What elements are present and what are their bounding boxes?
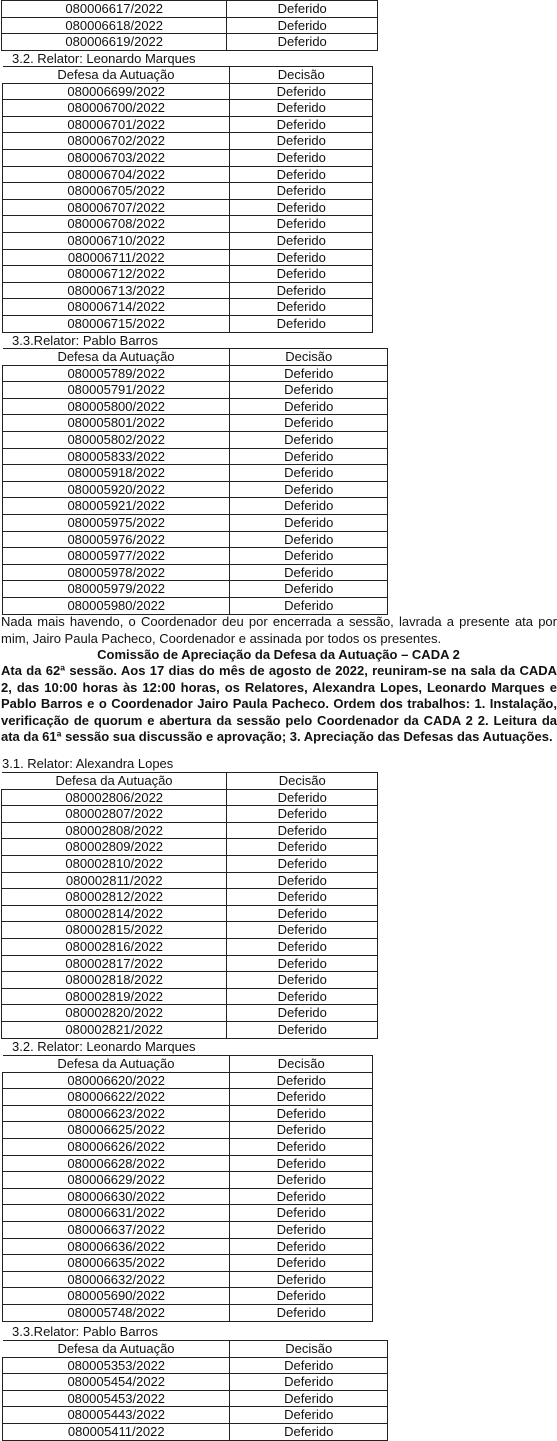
table-row bbox=[3, 266, 373, 283]
table-row bbox=[3, 1205, 373, 1222]
process-number-cell: 080006637/2022 bbox=[3, 1221, 230, 1238]
decision-cell: Deferido bbox=[227, 988, 378, 1005]
decision-cell: Deferido bbox=[230, 199, 373, 216]
process-number-cell: 080006704/2022 bbox=[3, 166, 230, 183]
header-defesa-da-autuacao: Defesa da Autuação bbox=[2, 773, 227, 790]
decision-cell: Deferido bbox=[230, 1122, 373, 1139]
table-row bbox=[3, 365, 388, 382]
closing-paragraph: Nada mais havendo, o Coordenador deu por encerrada a sessão, lavrada a presente ata por mim, Jairo Paula Pacheco, Coordenador e assinada por todos os presentes. bbox=[1, 614, 557, 646]
decision-cell: Deferido bbox=[230, 1238, 373, 1255]
table-row bbox=[3, 166, 373, 183]
process-number-cell: 080005921/2022 bbox=[3, 498, 230, 515]
table-row bbox=[3, 133, 373, 150]
table-row bbox=[2, 905, 378, 922]
table-row bbox=[2, 789, 378, 806]
process-number-cell: 080002806/2022 bbox=[2, 789, 227, 806]
table-row bbox=[3, 1155, 373, 1172]
decision-table-leonardo-marques-a bbox=[2, 66, 373, 333]
table-row bbox=[2, 872, 378, 889]
process-number-cell: 080006631/2022 bbox=[3, 1205, 230, 1222]
table-row bbox=[3, 1072, 373, 1089]
table-row bbox=[2, 34, 378, 51]
table-row bbox=[3, 1288, 373, 1305]
process-number-cell: 080002814/2022 bbox=[2, 905, 227, 922]
table-row bbox=[2, 806, 378, 823]
table-header-row bbox=[3, 1341, 388, 1358]
relator-heading-alexandra-lopes: 3.1. Relator: Alexandra Lopes bbox=[2, 756, 174, 771]
decision-table-leonardo-marques-b bbox=[2, 1055, 373, 1322]
table-row bbox=[3, 299, 373, 316]
process-number-cell: 080005353/2022 bbox=[3, 1357, 230, 1374]
process-number-cell: 080006713/2022 bbox=[3, 282, 230, 299]
decision-cell: Deferido bbox=[230, 415, 388, 432]
table-row bbox=[2, 889, 378, 906]
cada2-intro-paragraph: Ata da 62ª sessão. Aos 17 dias do mês de agosto de 2022, reuniram-se na sala da CADA 2, das 10:00 horas às 12:00 horas, os Relatores, Alexandra Lopes, Leonardo Marques e Pablo Barros e o Coordenador Jairo Paula Pacheco. Ordem dos trabalhos: 1. Instalação, verificação de quorum e abertura da sessão pelo Coordenador da CADA 2 2. Leitura da ata da 61ª sessão sua discussão e aprovação; 3. Apreciação das Defesas das Autuações. bbox=[1, 663, 557, 744]
decision-cell: Deferido bbox=[227, 1005, 378, 1022]
process-number-cell: 080006625/2022 bbox=[3, 1122, 230, 1139]
decision-cell: Deferido bbox=[227, 789, 378, 806]
process-number-cell: 080006712/2022 bbox=[3, 266, 230, 283]
process-number-cell: 080006618/2022 bbox=[2, 17, 227, 34]
process-number-cell: 080002808/2022 bbox=[2, 822, 227, 839]
decision-cell: Deferido bbox=[230, 448, 388, 465]
table-row bbox=[3, 1105, 373, 1122]
process-number-cell: 080005789/2022 bbox=[3, 365, 230, 382]
table-row bbox=[3, 1138, 373, 1155]
relator-heading-pablo-barros-b: 3.3.Relator: Pablo Barros bbox=[12, 1324, 158, 1339]
decision-cell: Deferido bbox=[230, 597, 388, 614]
process-number-cell: 080005791/2022 bbox=[3, 382, 230, 399]
decision-cell: Deferido bbox=[227, 872, 378, 889]
table-row bbox=[2, 1005, 378, 1022]
decision-cell: Deferido bbox=[230, 1072, 373, 1089]
decision-cell: Deferido bbox=[230, 1221, 373, 1238]
decision-cell: Deferido bbox=[230, 100, 373, 117]
decision-cell: Deferido bbox=[227, 806, 378, 823]
table-row bbox=[3, 249, 373, 266]
table-row bbox=[2, 17, 378, 34]
process-number-cell: 080006628/2022 bbox=[3, 1155, 230, 1172]
process-number-cell: 080006700/2022 bbox=[3, 100, 230, 117]
process-number-cell: 080006711/2022 bbox=[3, 249, 230, 266]
process-number-cell: 080006622/2022 bbox=[3, 1089, 230, 1106]
table-row bbox=[3, 149, 373, 166]
relator-heading-leonardo-marques: 3.2. Relator: Leonardo Marques bbox=[12, 51, 196, 66]
process-number-cell: 080002812/2022 bbox=[2, 889, 227, 906]
table-row bbox=[2, 955, 378, 972]
table-row bbox=[3, 1221, 373, 1238]
decision-cell: Deferido bbox=[230, 548, 388, 565]
process-number-cell: 080006703/2022 bbox=[3, 149, 230, 166]
table-row bbox=[3, 199, 373, 216]
table-row bbox=[2, 922, 378, 939]
table-row bbox=[2, 839, 378, 856]
table-row bbox=[3, 548, 388, 565]
decision-cell: Deferido bbox=[230, 481, 388, 498]
process-number-cell: 080006636/2022 bbox=[3, 1238, 230, 1255]
table-row bbox=[3, 100, 373, 117]
process-number-cell: 080006699/2022 bbox=[3, 83, 230, 100]
process-number-cell: 080005690/2022 bbox=[3, 1288, 230, 1305]
table-row bbox=[3, 1271, 373, 1288]
table-row bbox=[2, 1, 378, 18]
table-row bbox=[3, 1255, 373, 1272]
decision-cell: Deferido bbox=[230, 1105, 373, 1122]
process-number-cell: 080006619/2022 bbox=[2, 34, 227, 51]
decision-cell: Deferido bbox=[230, 531, 388, 548]
process-number-cell: 080005411/2022 bbox=[3, 1423, 230, 1440]
table-row bbox=[3, 1089, 373, 1106]
decision-cell: Deferido bbox=[230, 1304, 373, 1321]
decision-cell: Deferido bbox=[230, 1172, 373, 1189]
process-number-cell: 080005979/2022 bbox=[3, 581, 230, 598]
decision-cell: Deferido bbox=[230, 382, 388, 399]
table-row bbox=[3, 315, 373, 332]
table-row bbox=[3, 531, 388, 548]
process-number-cell: 080006632/2022 bbox=[3, 1271, 230, 1288]
process-number-cell: 080005800/2022 bbox=[3, 398, 230, 415]
decision-cell: Deferido bbox=[227, 922, 378, 939]
process-number-cell: 080006707/2022 bbox=[3, 199, 230, 216]
table-row bbox=[3, 398, 388, 415]
header-decisao: Decisão bbox=[227, 773, 378, 790]
table-row bbox=[3, 465, 388, 482]
decision-table-alexandra-lopes bbox=[1, 772, 378, 1039]
table-header-row bbox=[2, 773, 378, 790]
decision-cell: Deferido bbox=[230, 1288, 373, 1305]
table-row bbox=[2, 988, 378, 1005]
process-number-cell: 080005975/2022 bbox=[3, 514, 230, 531]
process-number-cell: 080006626/2022 bbox=[3, 1138, 230, 1155]
process-number-cell: 080006714/2022 bbox=[3, 299, 230, 316]
decision-cell: Deferido bbox=[227, 17, 378, 34]
decision-cell: Deferido bbox=[227, 855, 378, 872]
decision-cell: Deferido bbox=[230, 183, 373, 200]
process-number-cell: 080002818/2022 bbox=[2, 972, 227, 989]
process-number-cell: 080002807/2022 bbox=[2, 806, 227, 823]
table-row bbox=[3, 282, 373, 299]
decision-cell: Deferido bbox=[230, 1155, 373, 1172]
process-number-cell: 080005833/2022 bbox=[3, 448, 230, 465]
table-row bbox=[2, 855, 378, 872]
table-row bbox=[3, 1238, 373, 1255]
decision-cell: Deferido bbox=[230, 1205, 373, 1222]
header-defesa-da-autuacao: Defesa da Autuação bbox=[3, 349, 230, 366]
decision-cell: Deferido bbox=[230, 166, 373, 183]
decision-cell: Deferido bbox=[230, 266, 373, 283]
decision-cell: Deferido bbox=[230, 1423, 388, 1440]
table-row bbox=[3, 1122, 373, 1139]
table-row bbox=[3, 183, 373, 200]
process-number-cell: 080002817/2022 bbox=[2, 955, 227, 972]
decision-cell: Deferido bbox=[227, 822, 378, 839]
process-number-cell: 080006705/2022 bbox=[3, 183, 230, 200]
decision-cell: Deferido bbox=[230, 1188, 373, 1205]
decision-cell: Deferido bbox=[230, 249, 373, 266]
process-number-cell: 080006715/2022 bbox=[3, 315, 230, 332]
process-number-cell: 080002816/2022 bbox=[2, 938, 227, 955]
process-number-cell: 080006629/2022 bbox=[3, 1172, 230, 1189]
table-row bbox=[3, 581, 388, 598]
process-number-cell: 080005443/2022 bbox=[3, 1407, 230, 1424]
process-number-cell: 080002821/2022 bbox=[2, 1021, 227, 1038]
decision-cell: Deferido bbox=[230, 581, 388, 598]
decision-cell: Deferido bbox=[230, 315, 373, 332]
process-number-cell: 080006623/2022 bbox=[3, 1105, 230, 1122]
decision-cell: Deferido bbox=[230, 514, 388, 531]
decision-cell: Deferido bbox=[230, 1407, 388, 1424]
decision-cell: Deferido bbox=[227, 839, 378, 856]
process-number-cell: 080006630/2022 bbox=[3, 1188, 230, 1205]
decision-cell: Deferido bbox=[230, 216, 373, 233]
decision-cell: Deferido bbox=[230, 1255, 373, 1272]
decision-cell: Deferido bbox=[230, 1374, 388, 1391]
table-header-row bbox=[3, 67, 373, 84]
process-number-cell: 080002820/2022 bbox=[2, 1005, 227, 1022]
process-number-cell: 080006620/2022 bbox=[3, 1072, 230, 1089]
process-number-cell: 080005920/2022 bbox=[3, 481, 230, 498]
table-row bbox=[2, 822, 378, 839]
process-number-cell: 080005748/2022 bbox=[3, 1304, 230, 1321]
header-decisao: Decisão bbox=[230, 1341, 388, 1358]
table-row bbox=[3, 216, 373, 233]
decision-cell: Deferido bbox=[227, 1, 378, 18]
table-row bbox=[3, 448, 388, 465]
table-row bbox=[3, 1188, 373, 1205]
decision-cell: Deferido bbox=[230, 1271, 373, 1288]
table-row bbox=[2, 938, 378, 955]
process-number-cell: 080006702/2022 bbox=[3, 133, 230, 150]
decision-cell: Deferido bbox=[230, 299, 373, 316]
process-number-cell: 080005980/2022 bbox=[3, 597, 230, 614]
decision-cell: Deferido bbox=[230, 1138, 373, 1155]
table-row bbox=[2, 972, 378, 989]
decision-cell: Deferido bbox=[230, 1089, 373, 1106]
decision-cell: Deferido bbox=[230, 498, 388, 515]
table-row bbox=[3, 415, 388, 432]
process-number-cell: 080005977/2022 bbox=[3, 548, 230, 565]
decision-table-pablo-barros-b bbox=[2, 1340, 388, 1441]
process-number-cell: 080005978/2022 bbox=[3, 564, 230, 581]
table-row bbox=[3, 1423, 388, 1440]
table-header-row bbox=[3, 1056, 373, 1073]
decision-cell: Deferido bbox=[230, 133, 373, 150]
table-row bbox=[3, 431, 388, 448]
process-number-cell: 080006635/2022 bbox=[3, 1255, 230, 1272]
decision-cell: Deferido bbox=[230, 116, 373, 133]
table-row bbox=[3, 1390, 388, 1407]
table-row bbox=[3, 514, 388, 531]
process-number-cell: 080005801/2022 bbox=[3, 415, 230, 432]
process-number-cell: 080002815/2022 bbox=[2, 922, 227, 939]
table-row bbox=[3, 232, 373, 249]
decision-cell: Deferido bbox=[227, 889, 378, 906]
relator-heading-pablo-barros: 3.3.Relator: Pablo Barros bbox=[12, 333, 158, 348]
table-row bbox=[3, 597, 388, 614]
decision-cell: Deferido bbox=[227, 905, 378, 922]
header-defesa-da-autuacao: Defesa da Autuação bbox=[3, 67, 230, 84]
process-number-cell: 080006708/2022 bbox=[3, 216, 230, 233]
process-number-cell: 080002809/2022 bbox=[2, 839, 227, 856]
header-defesa-da-autuacao: Defesa da Autuação bbox=[3, 1341, 230, 1358]
table-row bbox=[3, 1407, 388, 1424]
process-number-cell: 080002811/2022 bbox=[2, 872, 227, 889]
process-number-cell: 080006701/2022 bbox=[3, 116, 230, 133]
table-row bbox=[3, 498, 388, 515]
table-row bbox=[3, 1172, 373, 1189]
decision-cell: Deferido bbox=[230, 564, 388, 581]
top-decision-table bbox=[1, 0, 378, 51]
header-decisao: Decisão bbox=[230, 349, 388, 366]
table-row bbox=[3, 116, 373, 133]
process-number-cell: 080005802/2022 bbox=[3, 431, 230, 448]
decision-cell: Deferido bbox=[230, 365, 388, 382]
table-row bbox=[3, 564, 388, 581]
table-row bbox=[3, 1304, 373, 1321]
decision-table-pablo-barros-a bbox=[2, 348, 388, 615]
decision-cell: Deferido bbox=[230, 232, 373, 249]
process-number-cell: 080005976/2022 bbox=[3, 531, 230, 548]
decision-cell: Deferido bbox=[227, 1021, 378, 1038]
decision-cell: Deferido bbox=[227, 955, 378, 972]
process-number-cell: 080002819/2022 bbox=[2, 988, 227, 1005]
decision-cell: Deferido bbox=[227, 972, 378, 989]
process-number-cell: 080006617/2022 bbox=[2, 1, 227, 18]
header-decisao: Decisão bbox=[230, 67, 373, 84]
process-number-cell: 080005454/2022 bbox=[3, 1374, 230, 1391]
decision-cell: Deferido bbox=[230, 1357, 388, 1374]
decision-cell: Deferido bbox=[230, 149, 373, 166]
relator-heading-leonardo-marques-b: 3.2. Relator: Leonardo Marques bbox=[12, 1039, 196, 1054]
decision-cell: Deferido bbox=[230, 398, 388, 415]
process-number-cell: 080005918/2022 bbox=[3, 465, 230, 482]
decision-cell: Deferido bbox=[230, 465, 388, 482]
decision-cell: Deferido bbox=[227, 938, 378, 955]
table-row bbox=[3, 1357, 388, 1374]
table-header-row bbox=[3, 349, 388, 366]
header-decisao: Decisão bbox=[230, 1056, 373, 1073]
table-row bbox=[2, 1021, 378, 1038]
table-row bbox=[3, 481, 388, 498]
decision-cell: Deferido bbox=[230, 282, 373, 299]
table-row bbox=[3, 382, 388, 399]
decision-cell: Deferido bbox=[230, 431, 388, 448]
process-number-cell: 080005453/2022 bbox=[3, 1390, 230, 1407]
decision-cell: Deferido bbox=[227, 34, 378, 51]
header-defesa-da-autuacao: Defesa da Autuação bbox=[3, 1056, 230, 1073]
decision-cell: Deferido bbox=[230, 1390, 388, 1407]
decision-cell: Deferido bbox=[230, 83, 373, 100]
cada2-title: Comissão de Apreciação da Defesa da Autuação – CADA 2 bbox=[97, 647, 460, 662]
process-number-cell: 080002810/2022 bbox=[2, 855, 227, 872]
table-row bbox=[3, 1374, 388, 1391]
table-row bbox=[3, 83, 373, 100]
process-number-cell: 080006710/2022 bbox=[3, 232, 230, 249]
